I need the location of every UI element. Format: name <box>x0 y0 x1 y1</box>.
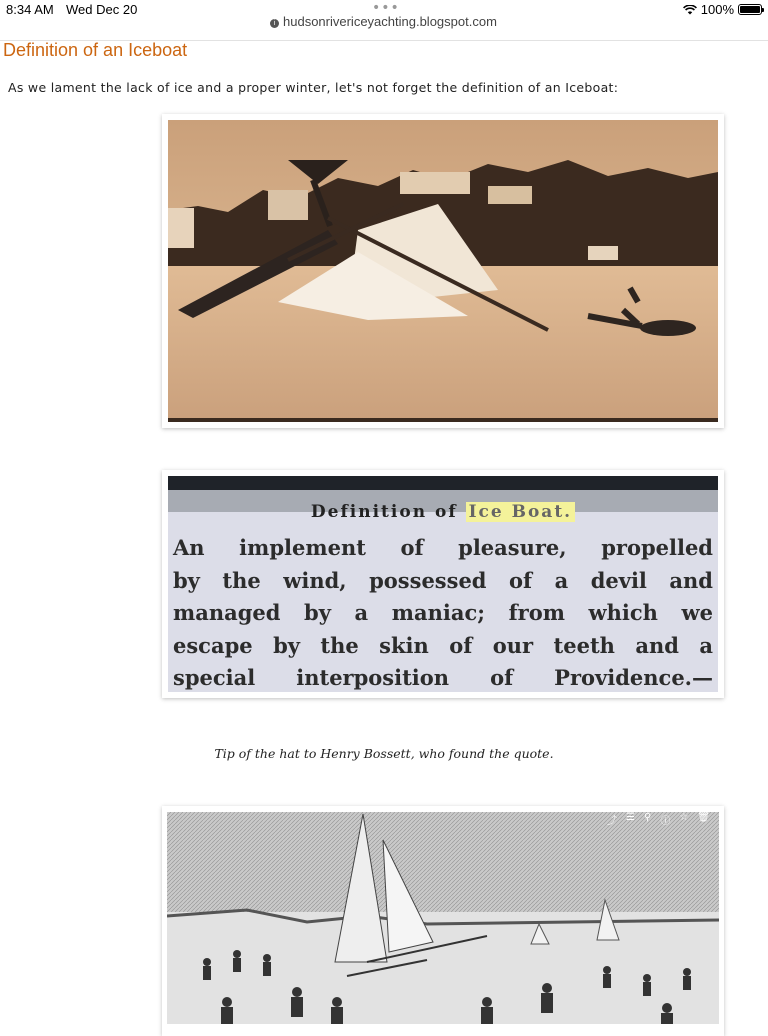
more-dots-icon[interactable]: ••• <box>372 0 400 16</box>
star-icon[interactable]: ☆ <box>679 812 689 823</box>
battery-icon <box>738 4 762 15</box>
clipping-line: An implement of pleasure, propelled <box>173 535 713 560</box>
address-bar[interactable] <box>270 14 497 29</box>
iceboat-engraving-image <box>167 812 719 1024</box>
clipping-image <box>168 476 718 692</box>
clipping-line: managed by a maniac; from which we <box>173 600 713 625</box>
status-date: Wed Dec 20 <box>66 2 138 17</box>
clipping-line: special interposition of Providence.— <box>173 665 713 690</box>
zoom-icon[interactable]: ⚲ <box>644 812 652 823</box>
info-icon[interactable]: ⓘ <box>660 816 671 827</box>
address-url: hudsonrivericeyachting.blogspot.com <box>283 14 497 29</box>
clipping-dark-bar <box>168 476 718 490</box>
wifi-icon <box>683 5 697 15</box>
clipping-body <box>173 532 713 692</box>
clipping-line: escape by the skin of our teeth and a <box>173 632 713 658</box>
capsized-iceboat-image <box>168 120 718 422</box>
browser-status-bar <box>0 0 768 41</box>
sliders-icon[interactable]: ☰ <box>626 812 635 823</box>
status-indicators <box>683 2 762 17</box>
status-time: 8:34 AM <box>6 2 54 17</box>
post-intro: As we lament the lack of ice and a proper winter, let's not forget the definition of an Iceboat: <box>8 80 619 95</box>
post-title[interactable]: Definition of an Iceboat <box>3 40 188 60</box>
clipping-line: by the wind, possessed of a devil and <box>173 567 713 593</box>
share-icon[interactable]: ⤴ <box>607 816 618 827</box>
battery-percent: 100% <box>700 2 734 17</box>
clipping-highlight: Ice Boat. <box>466 502 576 522</box>
iceboat-engraving-photo[interactable] <box>162 806 724 1036</box>
newspaper-clipping[interactable] <box>162 470 724 698</box>
image-toolbar <box>607 812 710 827</box>
iceboat-capsize-photo[interactable] <box>162 114 724 428</box>
info-icon[interactable]: i <box>270 19 279 28</box>
trash-icon[interactable]: 🗑 <box>697 812 710 823</box>
clipping-heading <box>168 502 718 522</box>
image-caption: Tip of the hat to Henry Bossett, who found the quote. <box>214 746 554 761</box>
clipping-heading-text: Definition of <box>310 502 458 522</box>
